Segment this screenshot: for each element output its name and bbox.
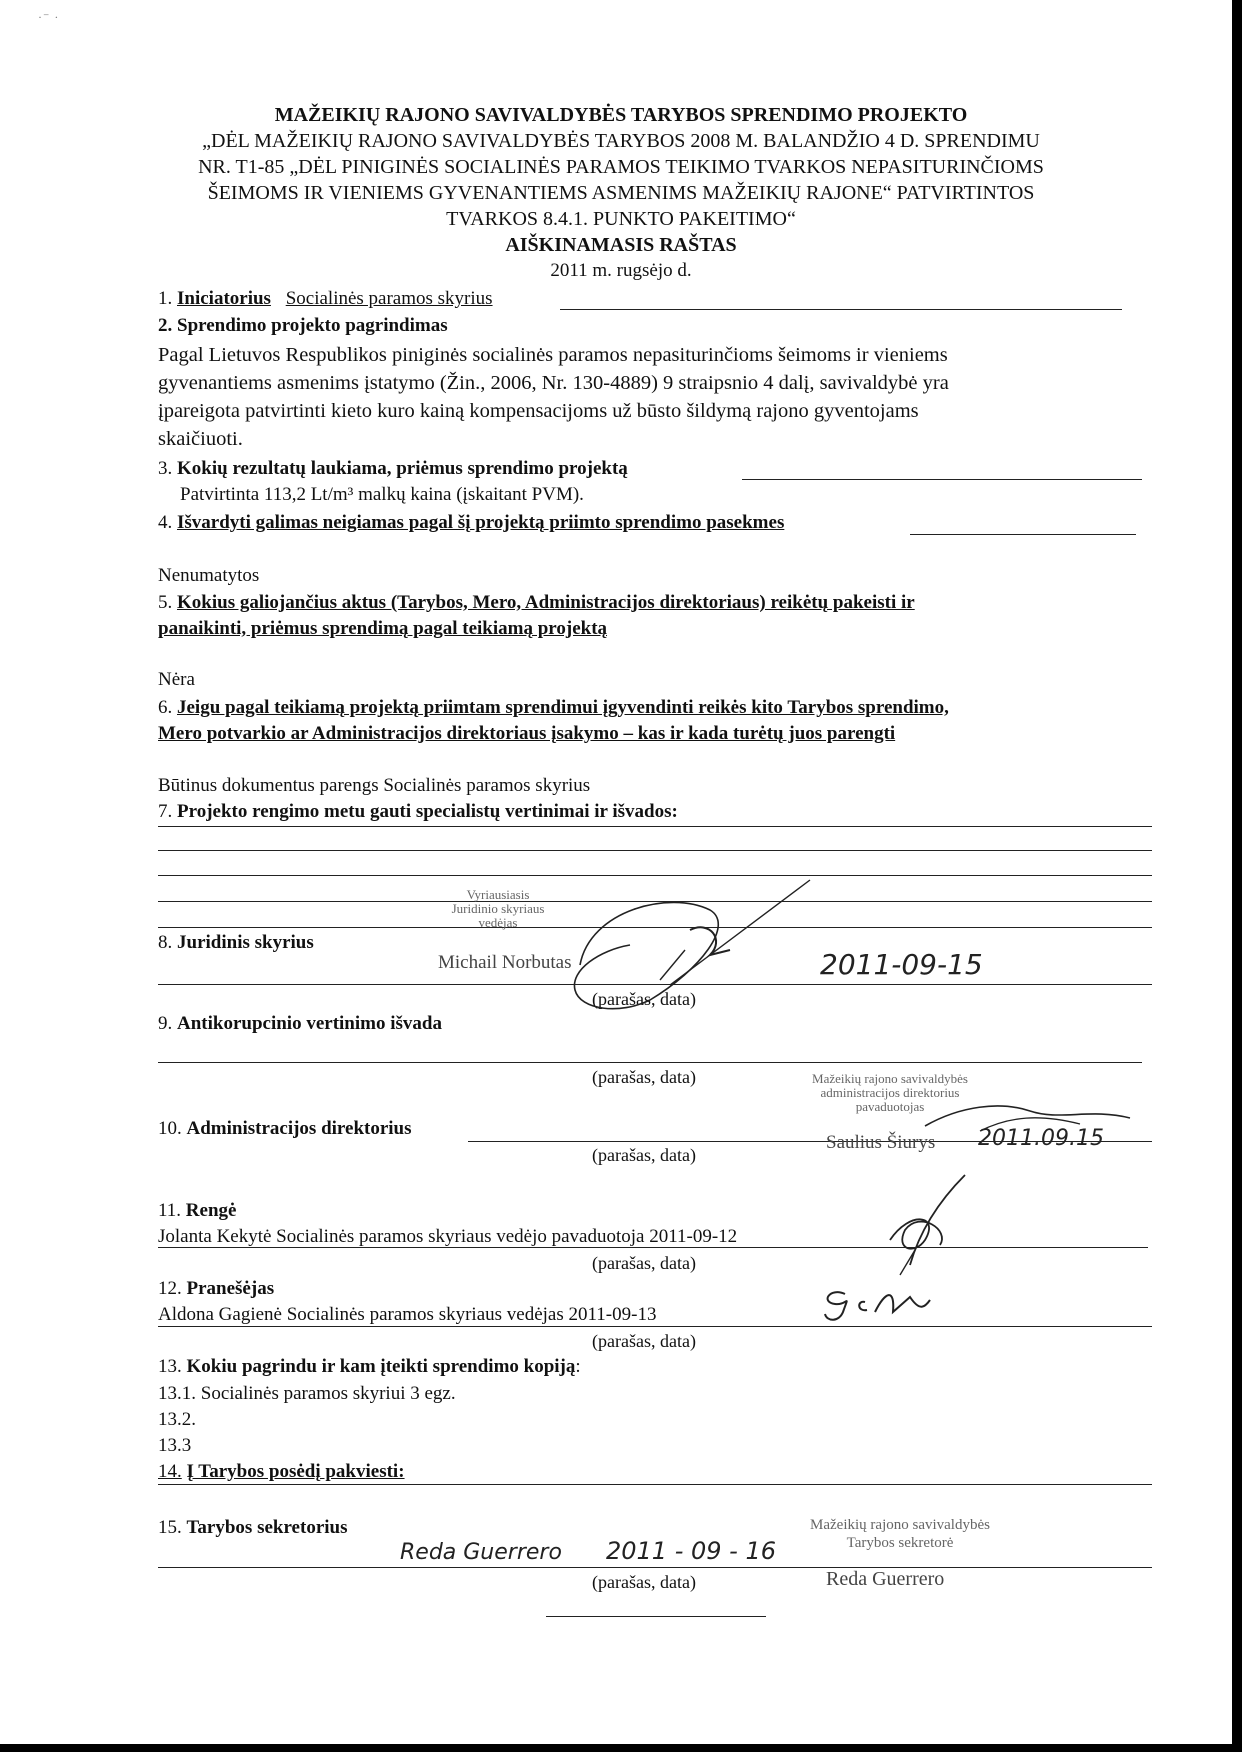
section-8-signature-icon [560,870,820,1030]
section-8-stamp-line-2: Juridinio skyriaus [451,901,545,916]
section-5 [158,592,915,614]
section-11-value: Jolanta Kekytė Socialinės paramos skyriaus vedėjo pavaduotoja 2011-09-12 [158,1226,738,1247]
section-13-item-2: 13.2. [158,1409,196,1430]
section-8-stamp-line-1: Vyriausiasis [466,887,530,902]
header-line-3: NR. T1-85 „DĖL PINIGINĖS SOCIALINĖS PARAMOS TEIKIMO TVARKOS NEPASITURINČIOMS [198,156,1044,178]
section-4-num: 4. [158,512,173,533]
section-14-line [158,1484,1152,1485]
section-1-value: Socialinės paramos skyrius [285,288,493,309]
section-8-title: Juridinis skyrius [177,932,314,953]
section-5-value: Nėra [158,669,195,690]
section-11-caption: (parašas, data) [592,1253,696,1273]
section-14 [158,1461,405,1483]
section-1-num: 1. [158,288,173,309]
section-10-stamp-line-3: pavaduotojas [855,1099,925,1114]
section-2-text-4: skaičiuoti. [158,428,243,450]
scan-speck: ·⁻ · [38,10,60,24]
header-line-5: TVARKOS 8.4.1. PUNKTO PAKEITIMO“ [446,208,796,230]
section-15-handwritten-date: 2011 - 09 - 16 [606,1537,776,1565]
section-15 [158,1517,348,1539]
section-8-stamp [418,888,578,930]
section-4-value: Nenumatytos [158,565,260,586]
section-8-handwritten-date: 2011-09-15 [820,948,983,981]
section-10-caption: (parašas, data) [592,1145,696,1165]
section-11 [158,1200,236,1222]
document-title: AIŠKINAMASIS RAŠTAS [505,234,737,256]
section-5-title-1: Kokius galiojančius aktus (Tarybos, Mero, Administracijos direktoriaus) reikėtų pakeisti ir [177,592,915,613]
section-10-num: 10. [158,1118,182,1139]
section-9-line [158,1062,1142,1063]
section-7 [158,801,678,823]
section-12-caption: (parašas, data) [592,1331,696,1351]
section-10-stamp-line-1: Mažeikių rajono savivaldybės [812,1071,968,1086]
section-10 [158,1118,412,1140]
section-5-num: 5. [158,592,173,613]
section-8-num: 8. [158,932,173,953]
section-2-title: 2. Sprendimo projekto pagrindimas [158,315,448,336]
section-14-num: 14. [158,1461,182,1482]
section-13-item-3: 13.3 [158,1435,192,1456]
section-9-caption: (parašas, data) [592,1067,696,1087]
document-end-line [546,1616,766,1617]
section-13: 13. Kokiu pagrindu ir kam įteikti sprendimo kopiją: [158,1356,581,1377]
section-15-stamp-line-2: Tarybos sekretorė [846,1535,954,1551]
section-13-title: Kokiu pagrindu ir kam įteikti sprendimo kopiją [186,1356,576,1377]
section-4-title: Išvardyti galimas neigiamas pagal šį projektą priimto sprendimo pasekmes [177,512,785,533]
document-date: 2011 m. rugsėjo d. [550,260,692,281]
section-5-title-2-row [158,618,607,640]
section-15-stamp [780,1516,1020,1552]
header-line-2: „DĖL MAŽEIKIŲ RAJONO SAVIVALDYBĖS TARYBOS 2008 M. BALANDŽIO 4 D. SPRENDIMU [202,130,1040,152]
section-12-line [158,1326,1152,1327]
section-8-stamp-name: Michail Norbutas [438,952,572,973]
header-line-4: ŠEIMOMS IR VIENIEMS GYVENANTIEMS ASMENIMS MAŽEIKIŲ RAJONE“ PATVIRTINTOS [207,182,1035,204]
section-14-title: Į Tarybos posėdį pakviesti: [186,1461,405,1482]
section-13-num: 13. [158,1356,182,1377]
section-1 [158,288,493,310]
section-7-title: Projekto rengimo metu gauti specialistų vertinimai ir išvados: [177,801,678,822]
section-15-stamp-line-1: Mažeikių rajono savivaldybės [810,1517,990,1533]
header-line-1: MAŽEIKIŲ RAJONO SAVIVALDYBĖS TARYBOS SPRENDIMO PROJEKTO [274,104,968,126]
section-12-signature-icon [815,1282,935,1327]
section-9-title: Antikorupcinio vertinimo išvada [177,1013,442,1034]
section-6-title-2-row [158,723,895,745]
section-5-title-2: panaikinti, priėmus sprendimą pagal teikiamą projektą [158,618,608,639]
section-12-title: Pranešėjas [186,1278,275,1299]
section-7-num: 7. [158,801,173,822]
section-11-signature-icon [880,1170,990,1280]
section-3-value: Patvirtinta 113,2 Lt/m³ malkų kaina (įskaitant PVM). [180,484,584,505]
section-11-title: Rengė [185,1200,237,1221]
section-10-stamp-line-2: administracijos direktorius [820,1085,960,1100]
section-12-num: 12. [158,1278,182,1299]
section-1-line [560,309,1122,310]
section-12 [158,1278,274,1300]
section-6 [158,697,949,719]
section-10-title: Administracijos direktorius [186,1118,412,1139]
section-3-line [742,479,1142,480]
section-11-line [158,1247,1148,1248]
section-15-title: Tarybos sekretorius [186,1517,348,1538]
section-2-text-3: įpareigota patvirtinti kieto kuro kainą kompensacijoms už būsto šildymą rajono gyventojams [158,400,919,422]
section-6-title-1: Jeigu pagal teikiamą projektą priimtam sprendimui įgyvendinti reikės kito Tarybos sprendimo, [177,697,949,718]
section-11-num: 11. [158,1200,182,1221]
section-10-stamp-name: Saulius Šiurys [826,1132,936,1153]
section-1-label: Iniciatorius [177,288,271,309]
section-15-num: 15. [158,1517,182,1538]
section-3-title: Kokių rezultatų laukiama, priėmus sprendimo projektą [177,458,628,479]
section-4-line [910,534,1136,535]
section-7-line-2 [158,850,1152,851]
section-12-value: Aldona Gagienė Socialinės paramos skyriaus vedėjas 2011-09-13 [158,1304,657,1325]
section-3-num: 3. [158,458,173,479]
section-13-item-1: 13.1. Socialinės paramos skyriui 3 egz. [158,1383,456,1404]
section-15-stamp-name: Reda Guerrero [826,1568,945,1590]
section-9 [158,1013,442,1035]
section-15-handwritten-name: Reda Guerrero [400,1540,562,1565]
section-8-stamp-line-3: vedėjas [478,915,518,930]
section-8-caption: (parašas, data) [592,989,696,1009]
section-2-text-1: Pagal Lietuvos Respublikos piniginės socialinės paramos nepasiturinčioms šeimoms ir vieniems [158,344,948,366]
section-6-title-2: Mero potvarkio ar Administracijos direktoriaus įsakymo – kas ir kada turėtų juos parengti [158,723,896,744]
scan-border-bottom [0,1744,1242,1752]
section-15-caption: (parašas, data) [592,1572,696,1592]
section-6-num: 6. [158,697,173,718]
section-7-line-1 [158,826,1152,827]
section-10-handwritten-date: 2011.09.15 [978,1126,1104,1151]
section-9-num: 9. [158,1013,173,1034]
section-10-signature-icon [920,1096,1140,1136]
section-4 [158,512,784,534]
section-15-line [158,1567,1152,1568]
section-6-value: Būtinus dokumentus parengs Socialinės paramos skyrius [158,775,591,796]
section-3 [158,458,628,480]
section-2-text-2: gyvenantiems asmenims įstatymo (Žin., 2006, Nr. 130-4889) 9 straipsnio 4 dalį, savivaldybė yra [158,372,949,394]
section-8 [158,932,314,954]
